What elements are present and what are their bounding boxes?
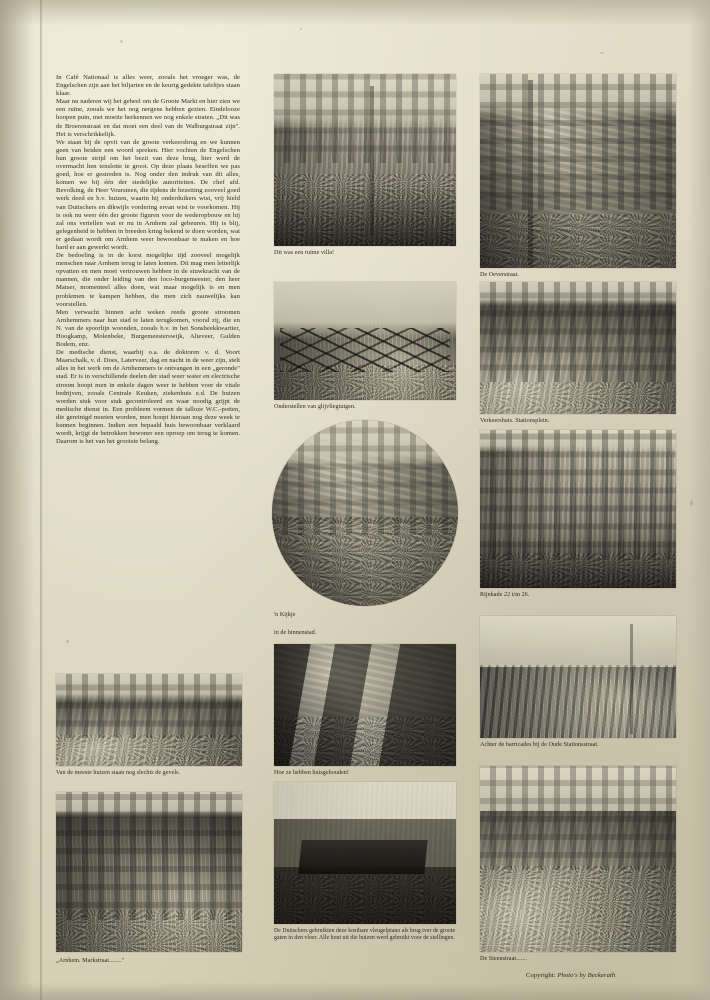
film-grain [480, 430, 676, 588]
paragraph: Men verwacht binnen acht weken reeds groote stroomen Arnhemmers naar hun stad te laten terugkomen, vooral zij, die en N. van de spoorlijn woonden, zooals b.v. in het Sonsbeekkwartier, Hoogkamp, Molenbeke, Burgemeesterswijk, Alteveer, Gulden Bodem, enz. [56, 308, 240, 349]
photo-huisgehouden-image [274, 644, 456, 766]
photo-villa [274, 74, 456, 246]
photo-gevels-image [56, 674, 242, 766]
scan-edge-bottom [0, 982, 710, 1000]
photo-markstraat [56, 792, 242, 952]
paragraph: We staan bij de opvit van de groote verkeersbrug en we kunnen geen van beiden een woord spreken. Hier vochten de Engelschen hun groote strijd om het bezit van deze brug, hier werd de overmacht hen tenslotte te groot. Op deze plaats beseffen we pas goed, hoe er gestreden is. Nog onder den indruk van dit alles, komen we bij één der stedelijke autoriteiten. De chef afd. Bevolking, de Heer Voursteen, die tijdens de bezetting zooveel goed werk deed en b.v. huizen, waarin hij onderduikers wist, vrij hield van Duitschers en dikwijls vordering ervan wist te voorkomen. Hij is ook nu weer één der groote figuren voor de wederopbouw en hij zal ons vertellen wat er nu in Arnhem zal gebeuren. Hij is blij, gelegenheid te hebben in breeden kring bekend te doen worden, wat er gedaan wordt om Arnhem weer bewoonbaar te maken en hoe hard er aan gewerkt wordt. [56, 138, 240, 251]
film-grain [480, 282, 676, 414]
article-text-column [56, 74, 240, 446]
film-grain [480, 616, 676, 738]
photo-markstraat-caption: „Arnhem. Markstraat........" [56, 958, 125, 964]
photo-barricades [480, 616, 676, 738]
photo-vleugelpiano [274, 782, 456, 924]
photo-onderstellen-caption: Onderstellen van glijvliegtuigen. [274, 404, 356, 410]
paragraph: De medische dienst, waarbij o.a. de doktoren v. d. Voort Maarschalk, v. d. Does, Laterveer, dag en nacht in de weer zijn, stelt alles in het werk om de Arnhemmers te ontvangen in een „geronde" stad. Er is in verschillende deelen der stad weer water en electrische stroom hoopt men in enkele dagen weer te hebben voor de vitale bedrijven, zooals Centrale Keuken, ziekenhuis e.d. De huizen worden stuk voor stuk gecontroleerd en waar noodig grijpt de medische dienst in. Een probleem vormen de talloze W.C.-potten, die gereinigd moeten worden, men hoopt hieraan nog deze week te kunnen beginnen. Indien een bepaald huis bewoonbaar verklaard wordt, krijgt de betrokken bewoner een oproep om terug te komen. Daarom is het van het grootste belang. [56, 349, 240, 446]
film-grain [274, 282, 456, 400]
photo-rijnkade-image [480, 430, 676, 588]
photo-rijnkade-caption: Rijnkade 22 t/m 26. [480, 592, 530, 598]
paper-speck [120, 40, 123, 43]
article-body [56, 74, 240, 446]
film-grain [480, 766, 676, 952]
scan-edge-top [0, 0, 710, 26]
photo-oeverstraat-caption: De Oeverstraat. [480, 272, 519, 278]
photo-barricades-image [480, 616, 676, 738]
photo-barricades-caption: Achter de barricades bij de Oude Stationsstraat. [480, 742, 599, 748]
copyright-prefix: Copyright: [526, 972, 556, 979]
photo-villa-image [274, 74, 456, 246]
photo-kijkje-image [272, 420, 458, 606]
photo-huisgehouden-caption: Hoe ze hebben huisgehouden! [274, 770, 349, 776]
photo-kijkje-caption-line2: in de binnenstad. [274, 630, 317, 636]
photo-vleugelpiano-caption: De Duitschers gebruikten deze kostbare vleugelpiano als brug tver de groote gaten in den vloer. Alle hout uit die huizen werd gebruikt voor de stellingen. [274, 928, 456, 941]
paragraph: Maar nu naderen wij het geheel om de Groote Markt en hier zien we een ruïne, zooals we het nog nergens hebben gezien. Eindelooze hoopen puin, met moeite herkennen we nog enkele straten. „Dit was de Broerenstraat en dat moet een deel van de Walburgstraat zijn". Het is verschrikkelijk. [56, 98, 240, 138]
paper-speck [600, 52, 604, 54]
film-grain [272, 420, 458, 606]
paragraph: De bedoeling is in de korst mogelijke tijd zooveel mogelijk menschen naar Arnhem terug te laten komen. Dit mag men letterlijk opvatten en men moet vertrouwen hebben in de stuwkracht van de mannen, die onder leiding van den loco-burgemeester, den heer Matser, momenteel alles doen, wat maar mogelijk is en men problemen te kampen hebben, die men zich nauwelijks kan voorstellen. [56, 252, 240, 308]
photo-huisgehouden [274, 644, 456, 766]
photo-steenstraat-image [480, 766, 676, 952]
paragraph: In Café Nationaal is alles weer, zooals het vroeger was, de Engelschen zijn aan het biljarten en de keurig gedekte tafeltjes staan klaar. [56, 74, 240, 98]
photo-villa-caption: Dit was een ruime villa! [274, 250, 335, 256]
film-grain [274, 782, 456, 924]
photo-oeverstraat [480, 74, 676, 268]
film-grain [274, 74, 456, 246]
photo-onderstellen [274, 282, 456, 400]
photo-kijkje-caption: 'n Kijkje [274, 612, 296, 618]
paper-speck [300, 28, 302, 30]
photo-verkeershuis-image [480, 282, 676, 414]
photo-markstraat-image [56, 792, 242, 952]
scan-edge-right [688, 0, 710, 1000]
photo-verkeershuis [480, 282, 676, 414]
copyright-photographer: Photo's by Beckerath [557, 972, 616, 979]
photo-kijkje [272, 420, 458, 606]
page-fold [40, 0, 43, 1000]
copyright-line [526, 972, 615, 979]
film-grain [56, 792, 242, 952]
scan-edge-left [0, 0, 34, 1000]
photo-oeverstraat-image [480, 74, 676, 268]
film-grain [56, 674, 242, 766]
page-content [56, 74, 676, 979]
film-grain [480, 74, 676, 268]
photo-vleugelpiano-image [274, 782, 456, 924]
photo-rijnkade [480, 430, 676, 588]
photo-gevels-caption: Van de meeste huizen staan nog slechts de gevels. [56, 770, 181, 776]
paper-speck [690, 500, 693, 506]
photo-verkeershuis-caption: Verkeershuis. Stationsplein. [480, 418, 550, 424]
film-grain [274, 644, 456, 766]
photo-steenstraat [480, 766, 676, 952]
photo-steenstraat-caption: De Steenstraat....... [480, 956, 528, 962]
photo-onderstellen-image [274, 282, 456, 400]
photo-gevels [56, 674, 242, 766]
